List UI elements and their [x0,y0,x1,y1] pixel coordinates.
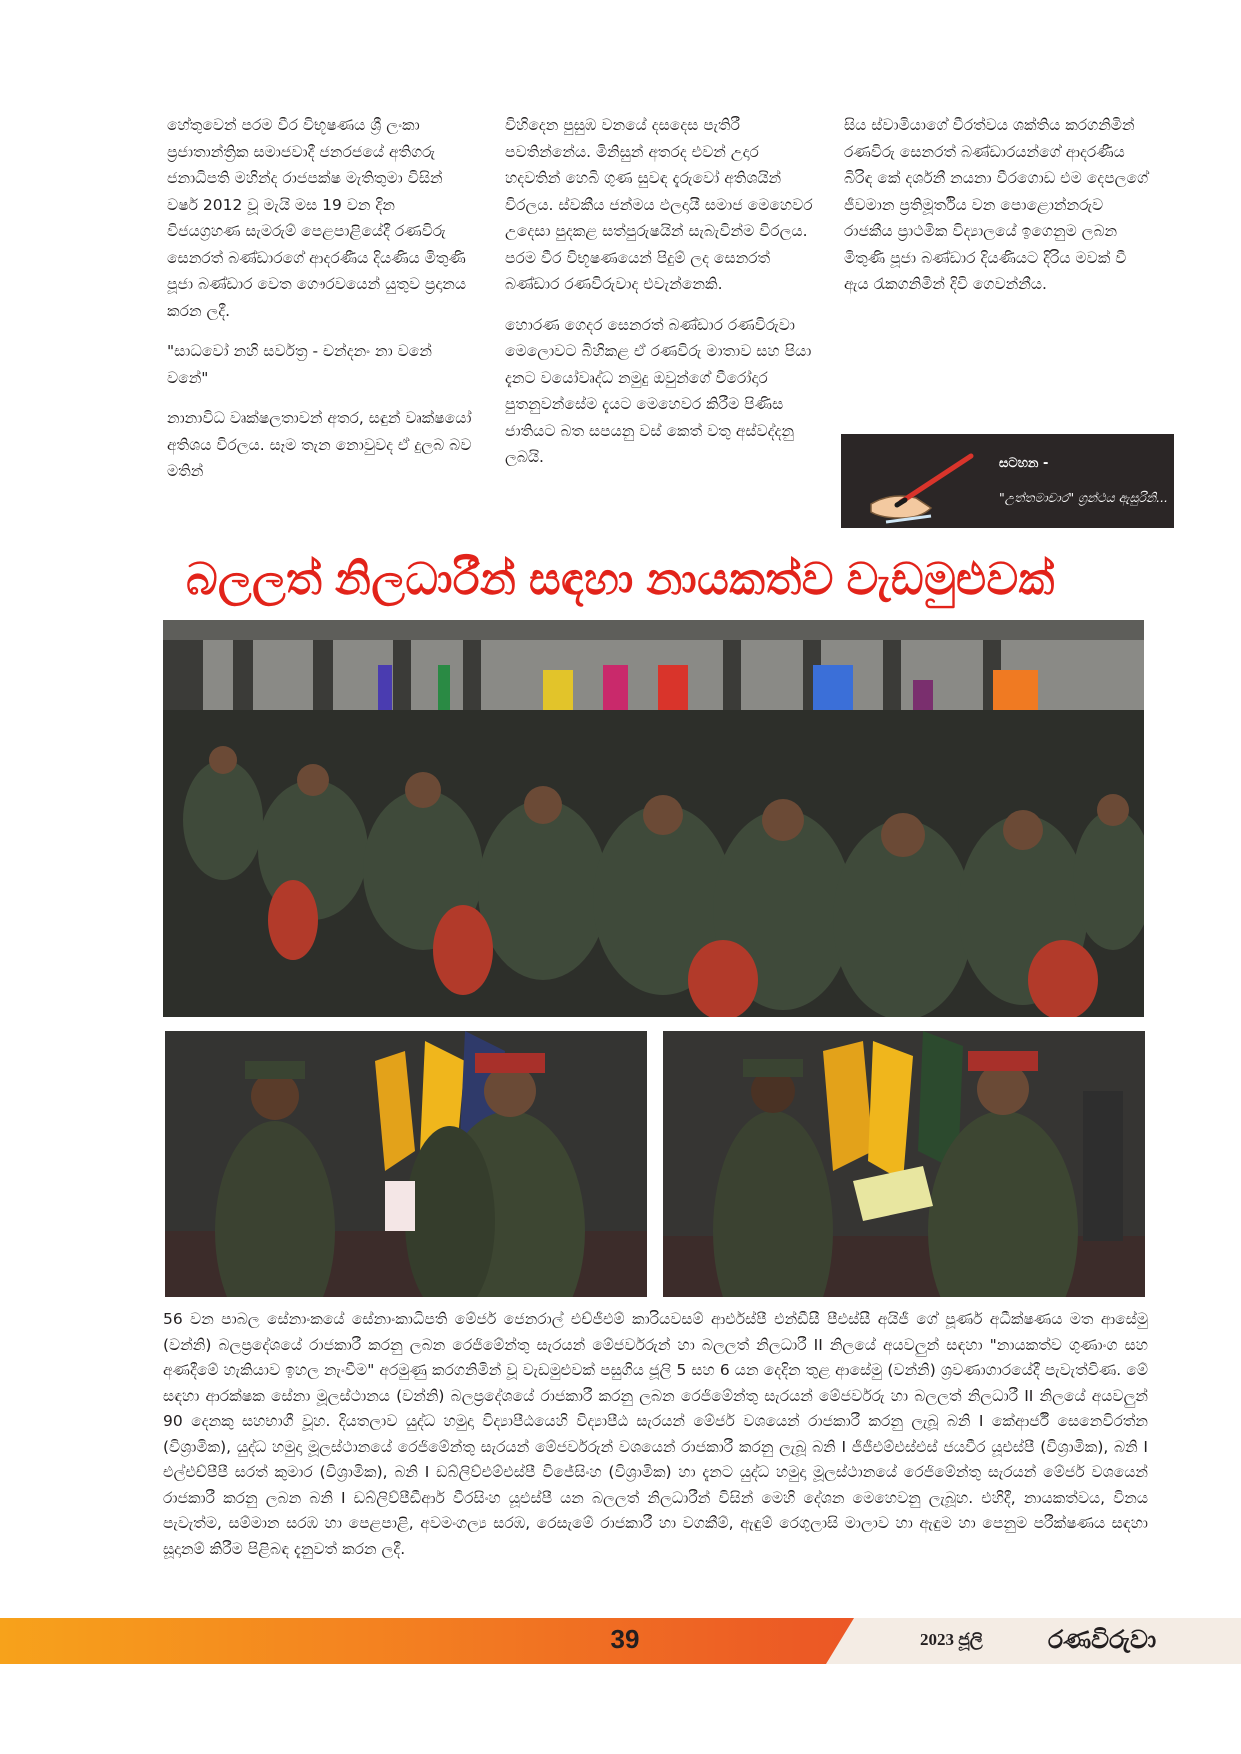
paragraph: සිය ස්වාමියාගේ වීරත්වය ශක්තිය කරගනිමින් රණවිරු සෙනරත් බණ්ඩාරයන්ගේ ආදරණීය බිරිඳ කේ දර්ශනී නයනා වීරගොඩ එම දෙපලගේ ජීවමාන ප්‍රතිමූර්තිය වන පොළොන්නරුව රාජකීය ප්‍රාථමික විද්‍යාලයේ ඉගෙනුම ලබන මිතුණි පූජා බණ්ඩාර දියණියට දිරිය මවක් වී ඇය රැකගනිමින් දිවි ගෙවන්නීය. [844,116,1149,293]
text-column-1 [167,112,472,499]
issue-date: 2023 ජූලි [920,1630,983,1649]
footer-issue-panel [826,1618,1241,1664]
source-note-box [841,434,1174,528]
paragraph: හොරණ ගෙදර සෙනරත් බණ්ඩාර රණවිරුවා මෙලොවට බිහිකළ ඒ රණවිරු මාතාව සහ පියා දැනට වයෝවෘද්ධ නමුදු ඔවුන්ගේ වීරෝදාර පුතනුවන්සේම දැයට මෙහෙවර කිරීම පිණිස ජාතියට බත සපයනු වස් කෙත් වතු අස්වද්දනු ලබයි. [505,315,812,466]
paragraph: හේතුවෙන් පරම වීර විභූෂණය ශ්‍රී ලංකා ප්‍රජාතාන්ත්‍රික සමාජවාදී ජනරජයේ අතිගරු ජනාධිපති මහින්ද රාජපක්ෂ මැතිතුමා විසින් වර්ෂ 2012 වූ මැයි මස 19 වන දින විජයග්‍රහණ සැමරුම් පෙළපාළියේදී රණවිරු සෙනරත් බණ්ඩාරගේ ආදරණීය දියණිය මිතුණි පූජා බණ්ඩාර වෙත ගෞරවයෙන් යුතුව ප්‍රදානය කරන ලදී. [167,116,467,320]
paragraph: විහිදෙන පුසුඹ වනයේ දසදෙස පැතිරී පවතින්නේය. මිනිසුන් අතරද එවන් උදාර හදවතින් හෙබි ගුණ සුවඳ දැරුවෝ අතිශයින් විරලය. ස්වකීය ජන්මය ඵලදායී සමාජ මෙහෙවර උදෙසා පුදකළ සත්පුරුෂයින් සැබැවින්ම විරලය. පරම වීර විභූෂණයෙන් පිදුම් ලද සෙනරත් බණ්ඩාර රණවිරුවාද එවැන්නෙකි. [505,116,813,293]
award-presentation-photo-right [663,1031,1145,1297]
note-source-text: "උත්තමාචාර" ග්‍රන්ථය ඇසුරිනි... [999,490,1169,505]
magazine-logo: රණවිරුවා [1048,1625,1157,1654]
page-number: 39 [610,1624,640,1654]
note-label: සටහන - [999,456,1049,471]
article-body-text: 56 වන පාබල සේනාංකයේ සේනාංකාධිපති මේජර් ජෙනරාල් එච්ජීඑම් කාරියවසම් ආර්එස්පී එන්ඩීසී පීඑස්සී අයිජී ගේ පූර්ණ අධීක්ෂණය මත ආසේමු (වන්නි) බලප්‍රදේශයේ රාජකාරී කරනු ලබන රෙජිමේන්තු සැරයන් මේජර්වරුන් හා බලලත් නිලධාරී II නිලයේ අයවලුන් සඳහා "නායකත්ව ගුණාංග සහ අණදීමේ හැකියාව ඉහල නැංවීම" අරමුණු කරගනිමින් වූ වැඩමුළුවක් පසුගිය ජූලි 5 සහ 6 යන දෙදින තුළ ආසේමු (වන්නි) ශ්‍රවණාගාරයේදී පැවැත්විණ. මේ සඳහා ආරක්ෂක සේනා මූලස්ථානය (වන්නි) බලප්‍රදේශයේ රාජකාරී කරනු ලබන රෙජිමේන්තු සැරයන් මේජර්වරු හා බලලත් නිලධාරී II නිලයේ අයවලුන් 90 දෙනකු සහභාගී වූහ. දියතලාව යුද්ධ හමුදා විද්‍යාපීඨයෙහි විද්‍යාපීඨ සැරයන් මේජර් වශයෙන් රාජකාරී කරනු ලැබූ බනි I කේආර්ජී සෙනෙවිරත්න (විශ්‍රාමික), යුද්ධ හමුදා මූලස්ථානයේ රෙජිමේන්තු සැරයන් මේජර්වරුන් වශයෙන් රාජකාරී කරනු ලැබූ බනි I ජීජීඑම්එස්එස් ජයවීර යූඑස්පී (විශ්‍රාමික), බනි I එල්එච්පීපී සරත් කුමාර (විශ්‍රාමික), බනි I ඩබ්ලිව්එම්එස්පී විජේසිංහ (විශ්‍රාමික) හා දැනට යුද්ධ හමුදා මූලස්ථානයේ රෙජිමේන්තු සැරයන් මේජර් වශයෙන් රාජකාරී කරනු ලබන බනි I ඩබ්ලිව්පීඩීආර් වීරසිංහ යූඑස්පී යන බලලත් නිලධාරීන් විසින් මෙහි දේශන මෙහෙවනු ලැබූහ. එහිදී, නායකත්වය, විනය පැවැත්ම, සම්මාන සරඹ හා පෙළපාළි, අවමංගල්‍ය සරඹ, රෙසැමේ රාජකාරී හා වගකීම්, ඇඳුම් රෙගුලාසි මාලාව හා ඇඳුම හා පෙනුම පරීක්ෂණය සඳහා සූදානම් කිරීම පිළිබඳ දැනුවත් කරන ලදී. [163,1310,1148,1558]
article-headline: බලලත් නිලධාරීන් සඳහා නායකත්ව වැඩමුළුවක් [186,555,1055,604]
text-column-3 [844,112,1149,312]
award-presentation-photo-left [165,1031,647,1297]
paragraph-quote: "සාධවෝ නහි සර්වත්‍ර - චන්දනං නා වනේ වනේ" [167,342,432,387]
pen-in-hand-icon [861,442,981,526]
paragraph: නානාවිධ වෘක්ෂලතාවන් අතර, සඳුන් වෘක්ෂයෝ අතිශය විරලය. සෑම තැන නොවුවද ඒ දුලබ බව මතින් [167,409,472,480]
text-column-2 [505,112,815,485]
auditorium-audience-photo [163,620,1144,1017]
